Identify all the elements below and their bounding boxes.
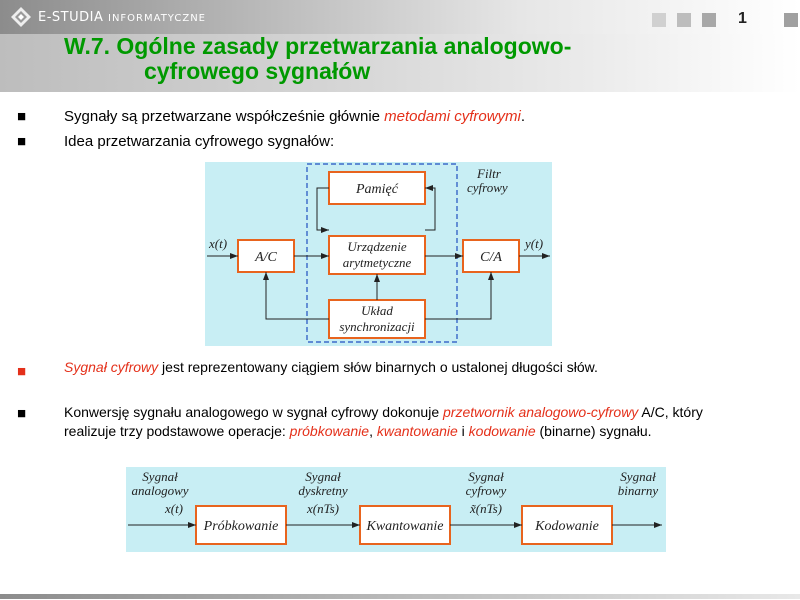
bullet-icon: ■ [17, 405, 27, 422]
slide-title: W.7. Ogólne zasady przetwarzania analogowo- cyfrowego sygnałów [64, 33, 572, 84]
coding-label: Kodowanie [535, 519, 599, 534]
page-number: 1 [738, 10, 747, 27]
bullet-icon: ■ [17, 133, 27, 150]
bullet-text: Idea przetwarzania cyfrowego sygnałów: [64, 133, 335, 150]
signal-label: cyfrowy [465, 483, 507, 498]
signal-label: Sygnał [468, 469, 504, 484]
filter-label-1: Filtr [477, 166, 501, 181]
signal-symbol: x̃(nTs) [469, 501, 503, 516]
nav-square-icon[interactable] [652, 13, 666, 27]
signal-label: Sygnał [305, 469, 341, 484]
sync-label-2: synchronizacji [339, 319, 415, 334]
sync-label-1: Układ [361, 303, 393, 318]
filter-label-2: cyfrowy [467, 180, 508, 195]
signal-label: dyskretny [298, 483, 348, 498]
bullet-icon: ■ [17, 363, 27, 380]
quantization-label: Kwantowanie [366, 519, 444, 534]
ca-label: C/A [480, 250, 502, 265]
bullet-text: Konwersję sygnału analogowego w sygnał cyfrowy dokonuje przetwornik analogowo-cyfrowy A/C, który realizuje trzy podstawowe operacje: próbkowanie, kwantowanie i kodowanie (binarne) sygnału. [64, 404, 703, 439]
nav-squares [652, 13, 798, 27]
logo [10, 6, 206, 28]
signal-label: Sygnał [142, 469, 178, 484]
signal-symbol: x(t) [164, 501, 184, 516]
bullet-text: Sygnały są przetwarzane współcześnie głównie metodami cyfrowymi. [64, 108, 526, 125]
nav-square-icon[interactable] [702, 13, 716, 27]
memory-label: Pamięć [356, 182, 398, 197]
arithmetic-label-1: Urządzenie [347, 239, 407, 254]
signal-label: binarny [617, 483, 659, 498]
signal-label: analogowy [131, 483, 189, 498]
nav-square-icon[interactable] [784, 13, 798, 27]
bullet-icon: ■ [17, 108, 27, 125]
signal-label: Sygnał [620, 469, 656, 484]
arithmetic-label-2: arytmetyczne [342, 255, 412, 270]
nav-square-icon[interactable] [677, 13, 691, 27]
logo-icon [10, 6, 32, 28]
input-signal-label: x(t) [209, 236, 228, 251]
ac-label: A/C [255, 250, 277, 265]
signal-symbol: x(nTs) [306, 501, 340, 516]
bullet-text: Sygnał cyfrowy jest reprezentowany ciągiem słów binarnych o ustalonej długości słów. [64, 359, 598, 375]
sampling-label: Próbkowanie [203, 519, 279, 534]
ac-conversion-diagram [126, 467, 666, 552]
bottom-line [0, 594, 800, 599]
digital-filter-diagram [205, 162, 552, 346]
logo-text: E-STUDIA INFORMATYCZNE [38, 9, 206, 25]
output-signal-label: y(t) [525, 236, 544, 251]
